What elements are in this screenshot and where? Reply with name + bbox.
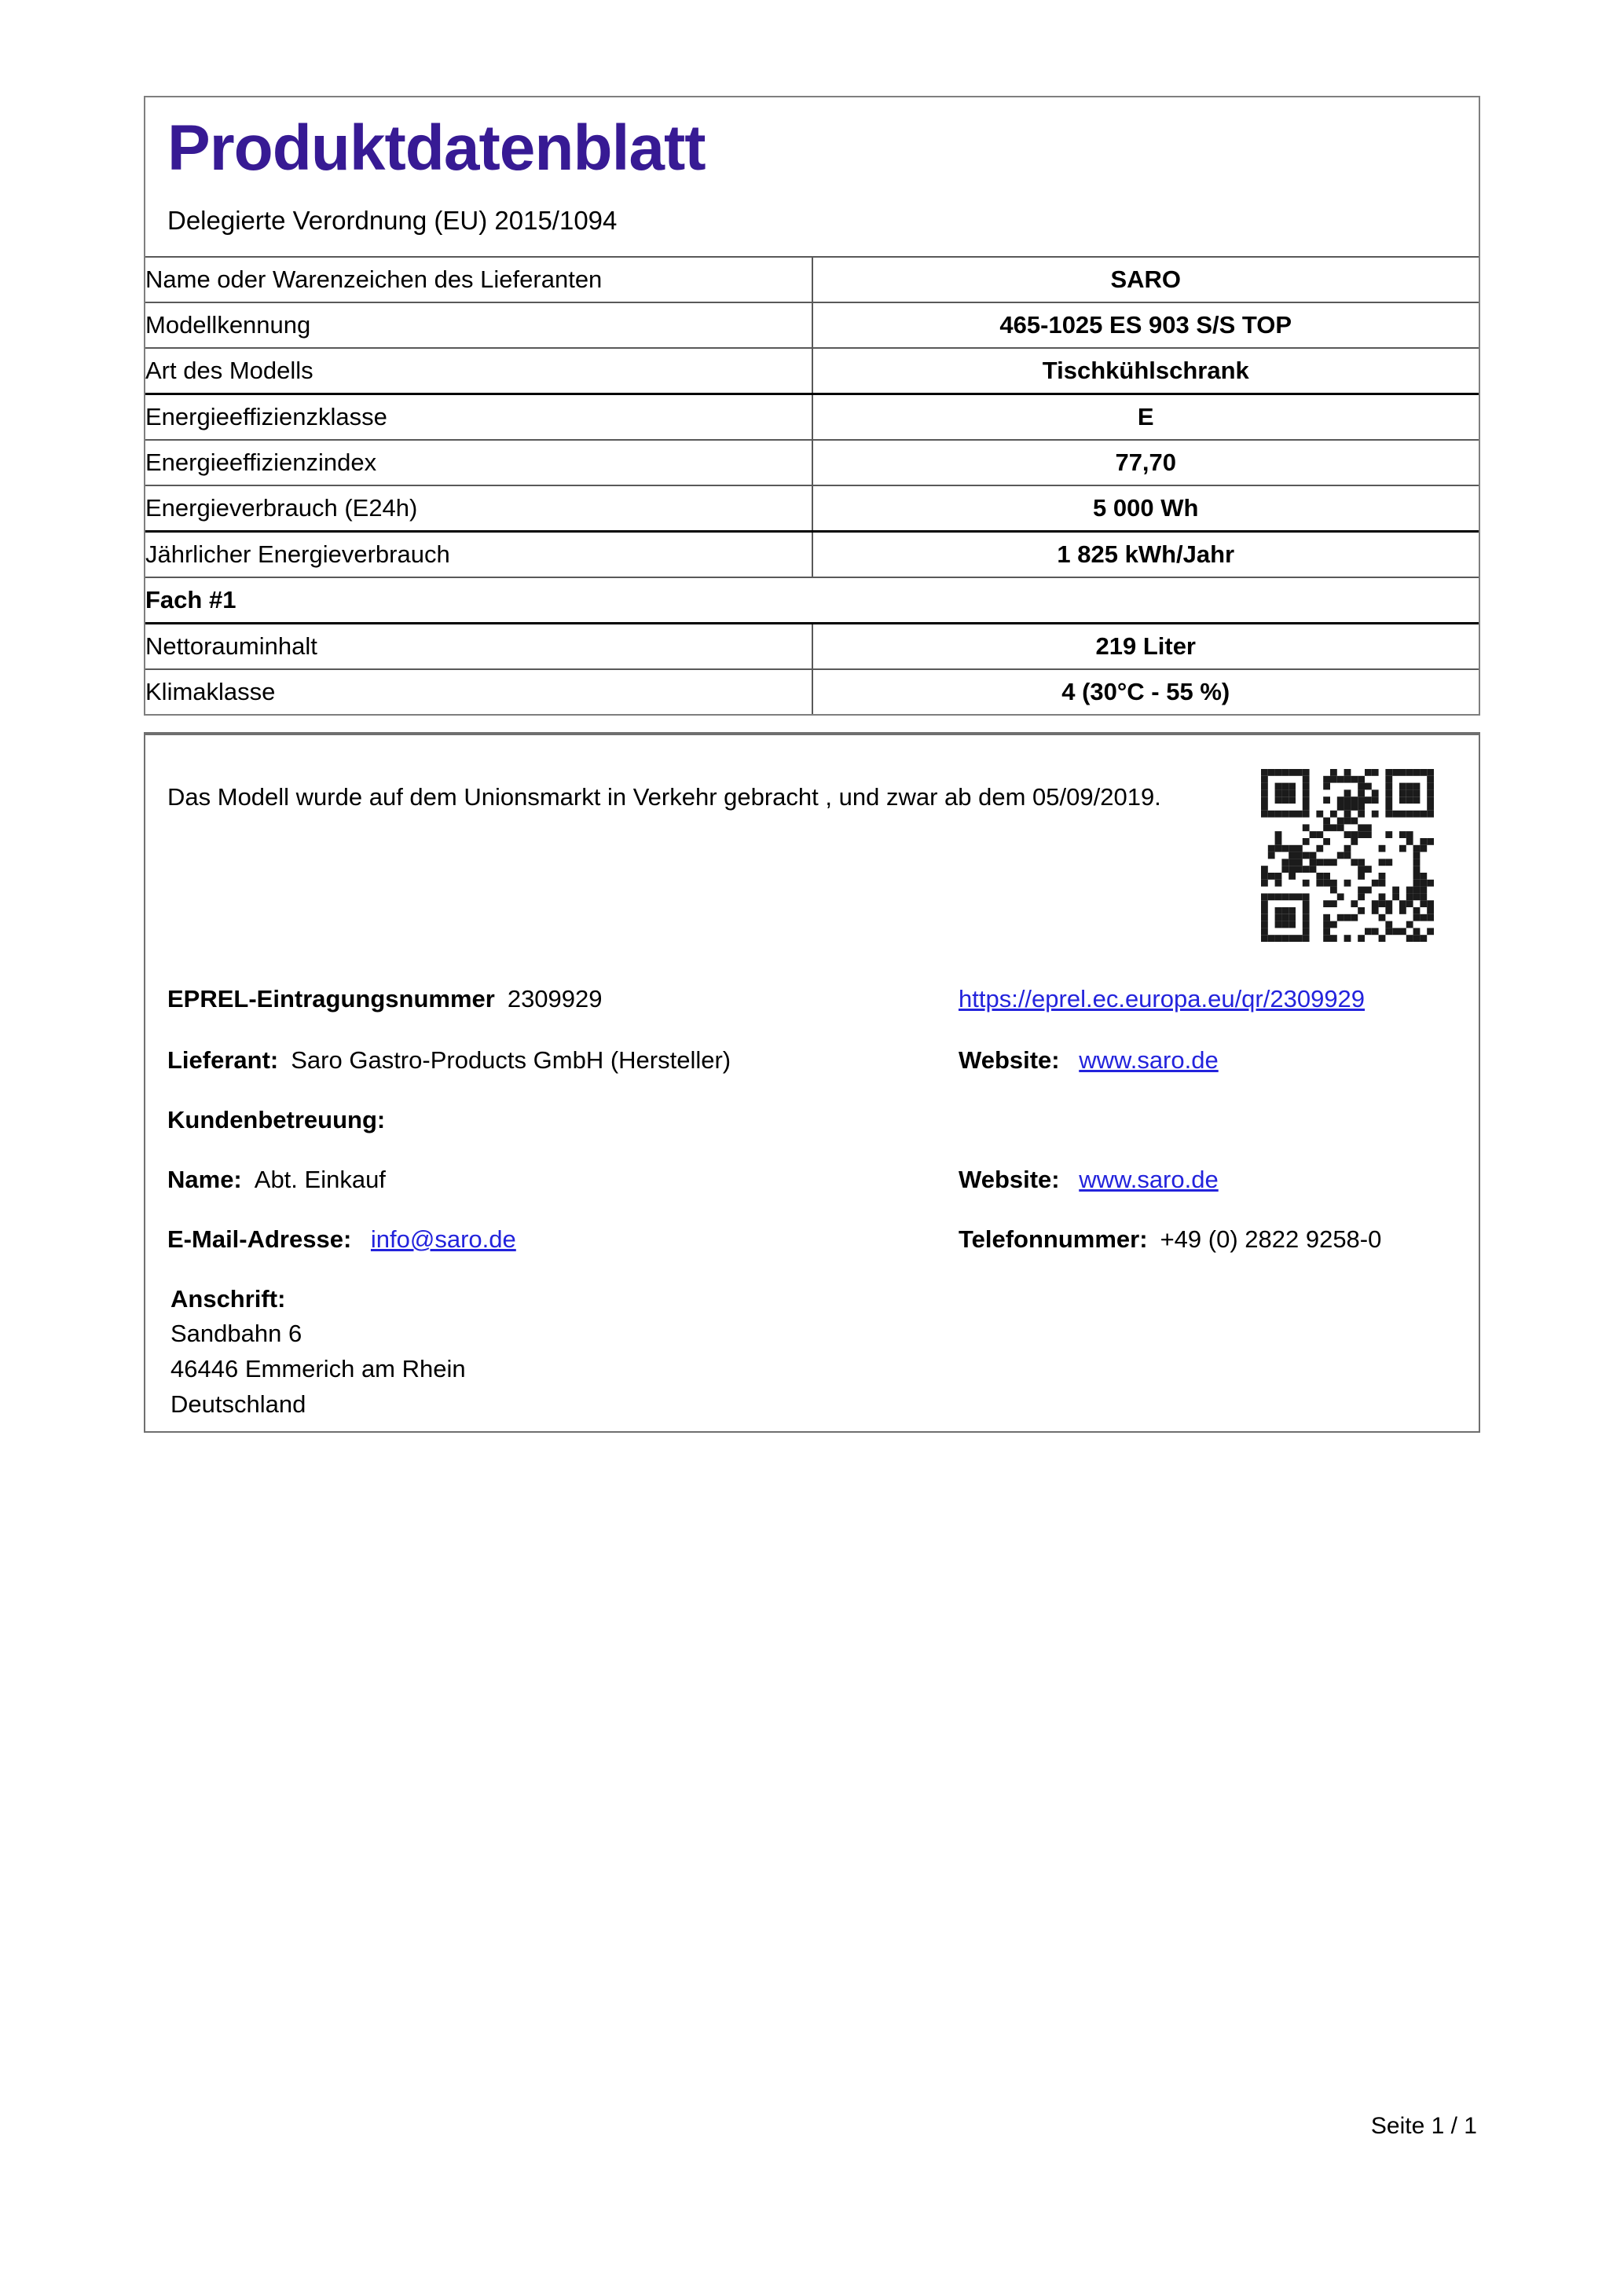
address-line: Deutschland	[170, 1390, 306, 1418]
name-value: Abt. Einkauf	[254, 1166, 386, 1193]
row-label: Nettorauminhalt	[145, 624, 812, 670]
table-row	[145, 485, 1479, 532]
website-label: Website:	[959, 1166, 1060, 1193]
email-label: E-Mail-Adresse:	[167, 1225, 352, 1253]
contact-name-row	[167, 1166, 1457, 1201]
table-row	[145, 440, 1479, 485]
row-label: Energieverbrauch (E24h)	[145, 485, 812, 532]
product-datasheet-box	[144, 96, 1480, 716]
website-link[interactable]: www.saro.de	[1079, 1166, 1219, 1193]
row-label: Klimaklasse	[145, 669, 812, 714]
table-row	[145, 532, 1479, 578]
customer-service-row	[167, 1106, 1457, 1141]
website-label: Website:	[959, 1046, 1060, 1074]
table-row	[145, 348, 1479, 394]
supplier-name: Saro Gastro-Products GmbH (Hersteller)	[291, 1046, 731, 1074]
table-row	[145, 394, 1479, 441]
row-value: Tischkühlschrank	[812, 348, 1479, 394]
page-number: Seite 1 / 1	[1370, 2113, 1477, 2139]
row-label: Modellkennung	[145, 302, 812, 348]
product-spec-table	[145, 256, 1479, 714]
customer-service-label: Kundenbetreuung:	[167, 1106, 386, 1133]
email-link[interactable]: info@saro.de	[370, 1225, 516, 1253]
address-heading: Anschrift:	[170, 1285, 286, 1313]
section-label: Fach #1	[145, 577, 1479, 624]
row-label: Jährlicher Energieverbrauch	[145, 532, 812, 578]
eprel-label: EPREL-Eintragungsnummer	[167, 985, 495, 1013]
row-value: SARO	[812, 257, 1479, 302]
row-value: 77,70	[812, 440, 1479, 485]
eprel-number: 2309929	[507, 985, 603, 1013]
row-value: 4 (30°C - 55 %)	[812, 669, 1479, 714]
table-section-row	[145, 577, 1479, 624]
address-line: 46446 Emmerich am Rhein	[170, 1355, 466, 1382]
market-statement: Das Modell wurde auf dem Unionsmarkt in Verkehr gebracht , und zwar ab dem 05/09/2019.	[167, 783, 1161, 811]
table-row	[145, 302, 1479, 348]
website-link[interactable]: www.saro.de	[1079, 1046, 1219, 1074]
row-label: Energieeffizienzindex	[145, 440, 812, 485]
table-row	[145, 257, 1479, 302]
supplier-info-box	[144, 732, 1480, 1433]
phone-value: +49 (0) 2822 9258-0	[1160, 1225, 1382, 1253]
address-line: Sandbahn 6	[170, 1320, 302, 1347]
row-value: 5 000 Wh	[812, 485, 1479, 532]
email-row	[167, 1225, 1457, 1261]
eprel-row	[167, 985, 1457, 1020]
supplier-label: Lieferant:	[167, 1046, 279, 1074]
row-label: Art des Modells	[145, 348, 812, 394]
eprel-link[interactable]: https://eprel.ec.europa.eu/qr/2309929	[959, 985, 1366, 1013]
name-label: Name:	[167, 1166, 242, 1193]
row-value: 219 Liter	[812, 624, 1479, 670]
supplier-row	[167, 1046, 1457, 1082]
qr-code	[1261, 769, 1434, 942]
regulation-subtitle: Delegierte Verordnung (EU) 2015/1094	[167, 206, 618, 236]
row-value: E	[812, 394, 1479, 441]
row-label: Energieeffizienzklasse	[145, 394, 812, 441]
phone-label: Telefonnummer:	[959, 1225, 1148, 1253]
table-row	[145, 669, 1479, 714]
table-row	[145, 624, 1479, 670]
row-value: 465-1025 ES 903 S/S TOP	[812, 302, 1479, 348]
page-title: Produktdatenblatt	[167, 112, 706, 184]
row-value: 1 825 kWh/Jahr	[812, 532, 1479, 578]
row-label: Name oder Warenzeichen des Lieferanten	[145, 257, 812, 302]
